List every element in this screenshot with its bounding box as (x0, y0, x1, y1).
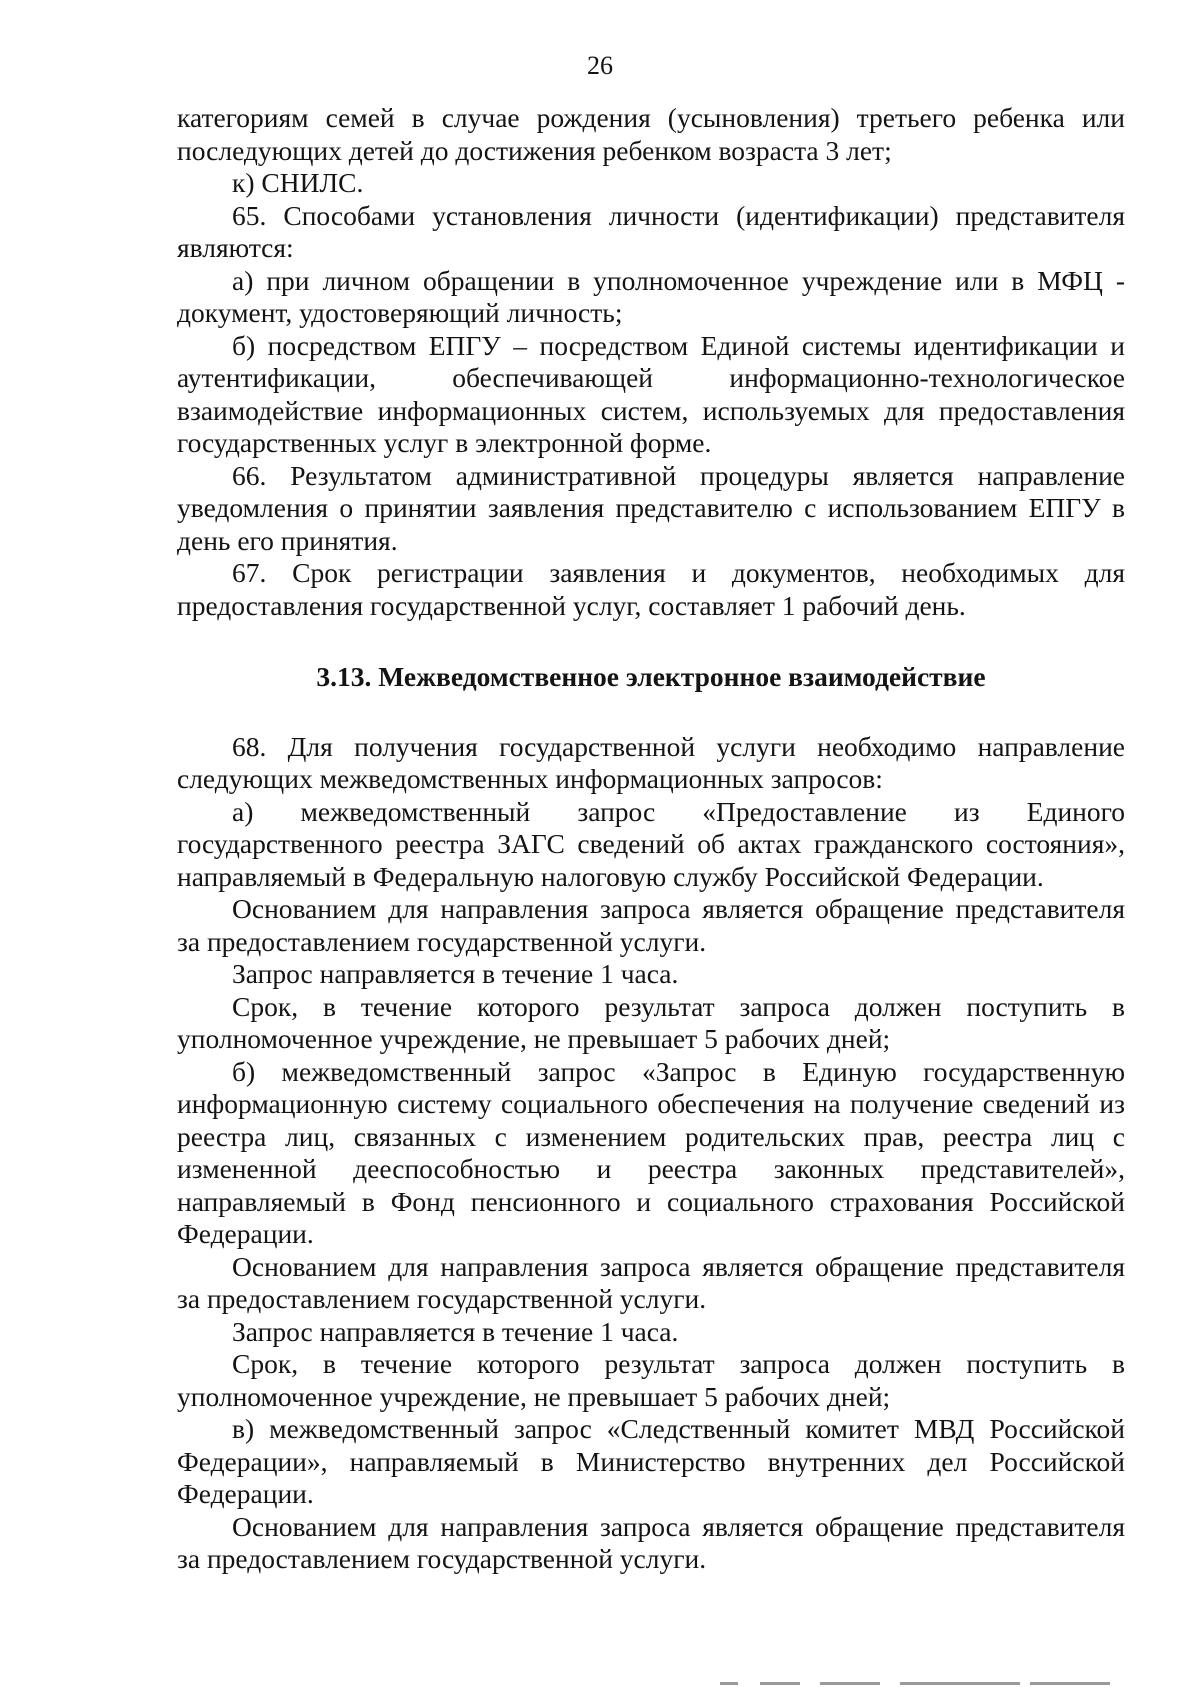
paragraph-continuation: категориям семей в случае рождения (усыновления) третьего ребенка или последующих детей до достижения ребенком возраста 3 лет; (177, 102, 1125, 166)
document-body (177, 102, 1125, 1576)
paragraph-68-a-deadline: Срок, в течение которого результат запроса должен поступить в уполномоченное учреждение, не превышает 5 рабочих дней; (177, 990, 1125, 1054)
paragraph-item-k: к) СНИЛС. (232, 167, 364, 198)
paragraph-68: 68. Для получения государственной услуги необходимо направление следующих межведомственных информационных запросов: (177, 730, 1125, 794)
paragraph-68-b-deadline: Срок, в течение которого результат запроса должен поступить в уполномоченное учреждение, не превышает 5 рабочих дней; (177, 1348, 1125, 1412)
scan-footer-marks (720, 1682, 1120, 1688)
paragraph-67: 67. Срок регистрации заявления и документов, необходимых для предоставления государственной услуг, составляет 1 рабочий день. (177, 557, 1125, 621)
section-heading: 3.13. Межведомственное электронное взаимодействие (316, 661, 986, 692)
paragraph-65: 65. Способами установления личности (идентификации) представителя являются: (177, 199, 1125, 263)
paragraph-68-a-timing: Запрос направляется в течение 1 часа. (232, 958, 679, 989)
page-number: 26 (587, 51, 613, 80)
paragraph-65-b: б) посредством ЕПГУ – посредством Единой системы идентификации и аутентификации, обеспечивающей информационно-технологическое взаимодействие информационных систем, используемых для предоставления государственных услуг в электронной форме. (177, 329, 1125, 458)
paragraph-68-v: в) межведомственный запрос «Следственный комитет МВД Российской Федерации», направляемый в Министерство внутренних дел Российской Федерации. (177, 1413, 1125, 1509)
paragraph-68-b-basis: Основанием для направления запроса является обращение представителя за предоставлением государственной услуги. (177, 1250, 1125, 1314)
paragraph-68-b: б) межведомственный запрос «Запрос в Единую государственную информационную систему социального обеспечения на получение сведений из реестра лиц, связанных с изменением родительских прав, реестра лиц с измененной дееспособностью и реестра законных представителей», направляемый в Фонд пенсионного и социального страхования Российской Федерации. (177, 1055, 1125, 1249)
paragraph-68-a-basis: Основанием для направления запроса является обращение представителя за предоставлением государственной услуги. (177, 893, 1125, 957)
paragraph-65-a: а) при личном обращении в уполномоченное учреждение или в МФЦ - документ, удостоверяющий личность; (177, 264, 1125, 328)
paragraph-68-a: а) межведомственный запрос «Предоставление из Единого государственного реестра ЗАГС сведений об актах гражданского состояния», направляемый в Федеральную налоговую службу Российской Федерации. (177, 795, 1125, 892)
paragraph-66: 66. Результатом административной процедуры является направление уведомления о принятии заявления представителю с использованием ЕПГУ в день его принятия. (177, 459, 1125, 556)
paragraph-68-v-basis: Основанием для направления запроса является обращение представителя за предоставлением государственной услуги. (177, 1510, 1125, 1574)
paragraph-68-b-timing: Запрос направляется в течение 1 часа. (232, 1315, 679, 1347)
